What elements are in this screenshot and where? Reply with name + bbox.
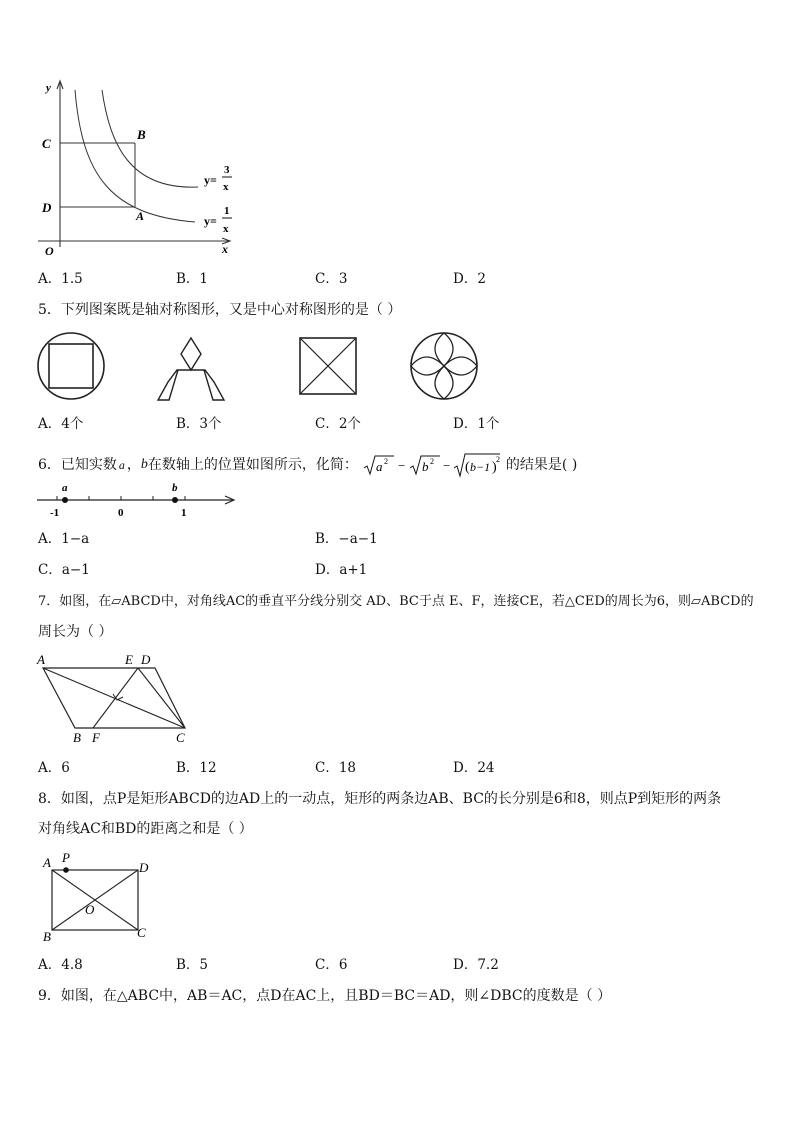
q7-stem-line1: 7．如图，在▱ABCD中，对角线AC的垂直平分线分别交 AD、BC于点 E、F，连接CE，若△CED的周长为6，则▱ABCD的 xyxy=(38,594,754,609)
q7-option-c[interactable]: C．18 xyxy=(315,760,357,776)
q6-radical-expression xyxy=(362,452,502,478)
numberline-a-label: a xyxy=(62,482,68,494)
curve1-den: x xyxy=(223,181,229,193)
q8-point-c: C xyxy=(137,925,146,940)
q6-var-b: b xyxy=(140,457,148,472)
svg-text:a: a xyxy=(375,459,383,474)
svg-text:2: 2 xyxy=(383,457,388,466)
q8-option-d[interactable]: D．7.2 xyxy=(453,957,499,973)
q4-option-b[interactable]: B．1 xyxy=(176,271,209,287)
q4-option-c[interactable]: C．3 xyxy=(315,271,348,287)
q6-option-d[interactable]: D．a+1 xyxy=(315,562,368,578)
q7-stem-line2: 周长为（ ） xyxy=(38,624,113,640)
q7-point-d: D xyxy=(141,652,151,667)
q7-option-d[interactable]: D．24 xyxy=(453,760,495,776)
svg-text:−: − xyxy=(397,458,406,473)
q8-point-b: B xyxy=(43,929,51,943)
q6-var-a: a xyxy=(118,458,125,472)
x-axis-label: x xyxy=(222,242,228,256)
svg-text:): ) xyxy=(491,460,497,475)
curve2-den: x xyxy=(223,223,229,235)
q8-option-c[interactable]: C．6 xyxy=(315,957,348,973)
q8-point-a: A xyxy=(43,855,51,870)
q7-point-f: F xyxy=(92,730,100,745)
curve1-num: 3 xyxy=(224,164,230,176)
q4-option-d[interactable]: D．2 xyxy=(453,271,486,287)
q6-option-a[interactable]: A．1−a xyxy=(38,531,90,547)
q8-option-a[interactable]: A．4.8 xyxy=(38,957,83,973)
q7-point-e: E xyxy=(125,652,133,667)
q5-option-a[interactable]: A．4个 xyxy=(38,416,84,432)
q6-option-c[interactable]: C．a−1 xyxy=(38,562,90,578)
q8-point-d: D xyxy=(139,860,149,875)
svg-text:(: ( xyxy=(464,460,470,475)
svg-text:b: b xyxy=(421,459,429,474)
q8-point-o: O xyxy=(85,902,95,917)
tick-0: 0 xyxy=(118,507,124,519)
q7-point-c: C xyxy=(176,730,185,745)
q5-option-b[interactable]: B．3个 xyxy=(176,416,222,432)
point-a-label: A xyxy=(136,209,145,223)
svg-text:b−1: b−1 xyxy=(469,460,491,474)
q6-stem-suffix: 的结果是( ) xyxy=(505,457,578,473)
hyperbola-figure xyxy=(30,75,250,260)
point-d-label: D xyxy=(42,200,52,215)
q8-stem-line2: 对角线AC和BD的距离之和是（ ） xyxy=(38,821,253,837)
q7-point-b: B xyxy=(73,730,81,745)
q5-stem: 5．下列图案既是轴对称图形，又是中心对称图形的是（ ） xyxy=(38,302,402,318)
q7-point-a: A xyxy=(37,652,45,667)
q5-option-c[interactable]: C．2个 xyxy=(315,416,361,432)
q8-rectangle-figure xyxy=(38,848,158,943)
q6-stem-mid: 在数轴上的位置如图所示，化简： xyxy=(147,457,358,473)
q5-option-d[interactable]: D．1个 xyxy=(453,416,500,432)
q8-point-p: P xyxy=(62,850,70,865)
numberline-b-label: b xyxy=(172,482,178,494)
origin-label: O xyxy=(45,244,54,258)
svg-text:2: 2 xyxy=(495,455,500,464)
y-axis-label: y xyxy=(46,82,51,94)
q6-number-line xyxy=(35,478,245,520)
curve2-label: y= xyxy=(204,214,217,228)
point-b-label: B xyxy=(137,127,146,142)
q7-option-b[interactable]: B．12 xyxy=(176,760,217,776)
q6-option-b[interactable]: B．−a−1 xyxy=(315,531,378,547)
q8-stem-line1: 8．如图，点P是矩形ABCD的边AD上的一动点，矩形的两条边AB、BC的长分别是6和8，则点P到矩形的两条 xyxy=(38,791,722,807)
q4-option-a[interactable]: A．1.5 xyxy=(38,271,83,287)
q6-stem-prefix: 6．已知实数 xyxy=(38,457,117,473)
point-c-label: C xyxy=(42,136,51,151)
q9-stem: 9．如图，在△ABC中，AB＝AC，点D在AC上，且BD＝BC＝AD，则∠DBC的度数是（ ） xyxy=(38,988,612,1004)
q6-sep: ， xyxy=(126,457,141,473)
q7-option-a[interactable]: A．6 xyxy=(38,760,70,776)
curve2-num: 1 xyxy=(224,205,230,217)
tick-neg1: -1 xyxy=(50,507,60,519)
q5-figures xyxy=(30,330,490,405)
svg-text:2: 2 xyxy=(429,457,434,466)
q6-stem xyxy=(38,452,577,478)
svg-text:−: − xyxy=(442,458,451,473)
curve1-label: y= xyxy=(204,173,217,187)
q8-option-b[interactable]: B．5 xyxy=(176,957,209,973)
tick-1: 1 xyxy=(181,507,187,519)
q7-parallelogram-figure xyxy=(35,650,195,748)
